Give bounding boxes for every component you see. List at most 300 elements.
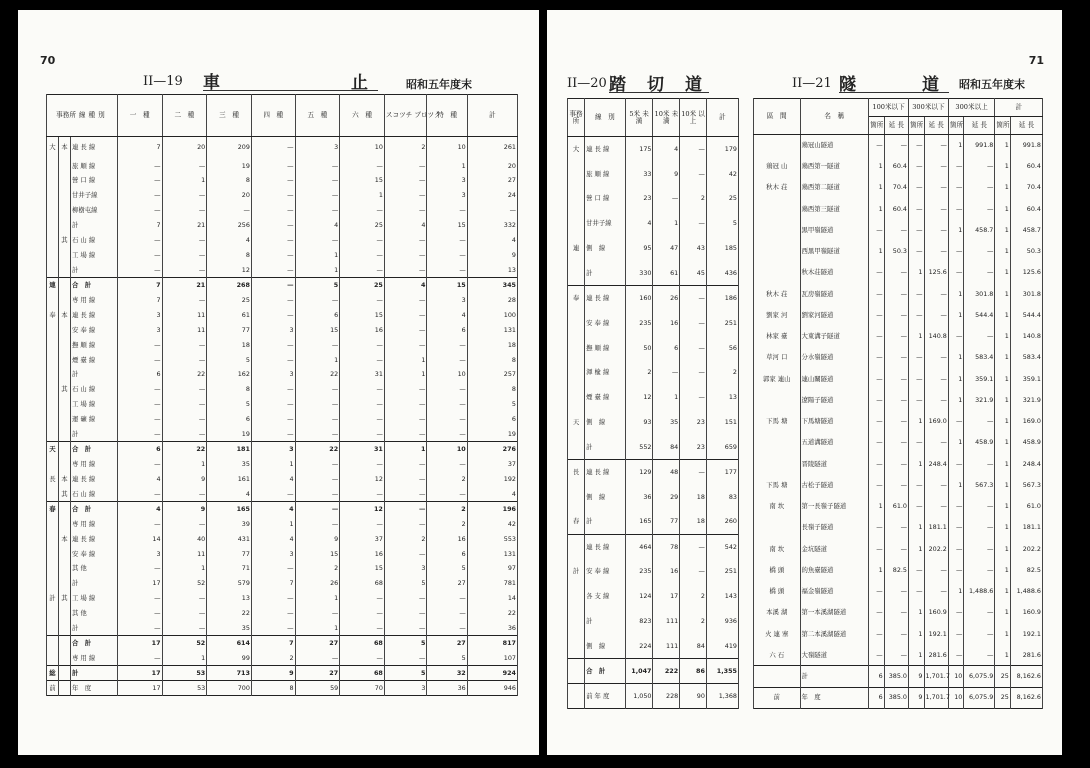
table-cell: 25 xyxy=(706,186,738,211)
table-cell xyxy=(568,360,585,385)
table-row xyxy=(47,576,518,591)
table-cell: 14 xyxy=(467,591,517,606)
table-row xyxy=(568,236,739,261)
table-cell: 甘井子線 xyxy=(585,211,626,236)
table-cell: — xyxy=(117,382,162,397)
table-cell: 合 計 xyxy=(70,278,117,293)
table-cell: 1 xyxy=(995,623,1011,644)
table-cell xyxy=(568,335,585,360)
table-cell: 10 xyxy=(340,137,385,159)
table-cell: 20 xyxy=(207,188,252,203)
table-cell: 計 xyxy=(800,666,869,687)
table-cell: 53 xyxy=(162,681,207,696)
table-cell: — xyxy=(340,233,385,248)
table-cell: 8 xyxy=(207,382,252,397)
table-cell: 84 xyxy=(653,435,680,460)
table-row xyxy=(47,218,518,233)
table-cell: — xyxy=(295,412,340,427)
table-cell: 3 xyxy=(251,442,295,457)
table-cell: 125.6 xyxy=(1010,262,1042,283)
table-cell: — xyxy=(295,337,340,352)
corner-label: 線 xyxy=(78,111,86,120)
table-cell: 82.5 xyxy=(884,560,908,581)
table-cell: 1 xyxy=(995,411,1011,432)
column-header: 計 xyxy=(706,99,738,137)
table-cell: — xyxy=(384,606,427,621)
table-cell: — xyxy=(427,352,467,367)
table-cell: 連 長 線 xyxy=(585,534,626,559)
table-cell: 1 xyxy=(295,263,340,278)
table-row xyxy=(47,666,518,681)
table-cell: 90 xyxy=(680,683,707,708)
table-cell: 2 xyxy=(625,360,653,385)
table-cell: — xyxy=(340,293,385,308)
table-cell xyxy=(754,198,801,219)
table-cell: — xyxy=(869,475,885,496)
table-cell: 17 xyxy=(117,666,162,681)
table-cell: 9 xyxy=(467,248,517,263)
table-cell xyxy=(47,352,59,367)
table-cell: 552 xyxy=(625,435,653,460)
table-cell: — xyxy=(384,546,427,561)
table-cell: 419 xyxy=(706,634,738,659)
table-cell: — xyxy=(384,337,427,352)
table-cell: 192.1 xyxy=(924,623,948,644)
column-header: 三 種 xyxy=(207,95,252,137)
table-row xyxy=(568,609,739,634)
table-cell: 18 xyxy=(680,509,707,534)
table-cell: — xyxy=(909,283,925,304)
table-cell: 第一長嶺子隧道 xyxy=(800,496,869,517)
table-cell: 1 xyxy=(295,248,340,263)
table-cell: — xyxy=(948,645,964,666)
table-cell: 16 xyxy=(653,559,680,584)
table-cell: 計 xyxy=(70,666,117,681)
table-cell: 175 xyxy=(625,137,653,162)
table-row xyxy=(568,335,739,360)
table-cell: 12 xyxy=(340,472,385,487)
table-cell: 27 xyxy=(295,666,340,681)
table-cell: 4 xyxy=(467,487,517,502)
table-row xyxy=(754,241,1043,262)
table-cell: — xyxy=(948,623,964,644)
table-cell: — xyxy=(295,233,340,248)
table-cell: 3 xyxy=(117,308,162,323)
table-cell: — xyxy=(909,581,925,602)
table-cell: 秋木荘隧道 xyxy=(800,262,869,283)
table-row xyxy=(47,487,518,502)
table-cell: — xyxy=(924,283,948,304)
table-cell: 前 xyxy=(754,687,801,708)
table-cell: 276 xyxy=(467,442,517,457)
table-cell xyxy=(58,322,70,337)
table-row xyxy=(754,475,1043,496)
table-cell: — xyxy=(162,412,207,427)
table-cell xyxy=(47,173,59,188)
table-cell: 計 xyxy=(568,559,585,584)
table-row xyxy=(754,305,1043,326)
table-cell: 567.3 xyxy=(1010,475,1042,496)
table-cell: — xyxy=(295,397,340,412)
table-row xyxy=(568,385,739,410)
table-cell: 専 用 線 xyxy=(70,516,117,531)
table-cell xyxy=(58,188,70,203)
table-cell: 713 xyxy=(207,666,252,681)
table-cell: 9 xyxy=(251,666,295,681)
table-cell: 15 xyxy=(427,278,467,293)
table-cell: — xyxy=(427,487,467,502)
table-cell: 連 xyxy=(47,278,59,293)
table-cell: — xyxy=(909,432,925,453)
table-cell: — xyxy=(948,177,964,198)
table-cell: 草河 口 xyxy=(754,347,801,368)
table-row xyxy=(754,177,1043,198)
table-cell xyxy=(47,636,59,651)
table-cell: 其 他 xyxy=(70,561,117,576)
table-cell: 553 xyxy=(467,531,517,546)
table-cell: 202.2 xyxy=(1010,538,1042,559)
table-row xyxy=(47,233,518,248)
table-cell: — xyxy=(251,188,295,203)
table-cell: 16 xyxy=(340,546,385,561)
table-cell: 石 山 線 xyxy=(70,382,117,397)
table-cell: 10 xyxy=(427,442,467,457)
table-cell: — xyxy=(340,457,385,472)
table-cell: 計 xyxy=(585,261,626,286)
table-cell: 70.4 xyxy=(884,177,908,198)
table-cell xyxy=(754,220,801,241)
table-cell: 165 xyxy=(625,509,653,534)
table-cell: — xyxy=(964,496,995,517)
t20-title-text: 踏 切 道 xyxy=(609,75,704,95)
table-cell xyxy=(47,606,59,621)
table-cell: 78 xyxy=(653,534,680,559)
table-cell xyxy=(47,263,59,278)
table-cell: 1 xyxy=(948,135,964,156)
table-cell: 17 xyxy=(117,636,162,651)
table-cell: 37 xyxy=(340,531,385,546)
table-cell: — xyxy=(251,606,295,621)
table-cell: 186 xyxy=(706,286,738,311)
table-cell: 281.6 xyxy=(924,645,948,666)
table-cell: 其 xyxy=(58,382,70,397)
table-cell: 21 xyxy=(162,218,207,233)
table-cell: 5 xyxy=(427,561,467,576)
table-cell: — xyxy=(251,621,295,636)
table-cell: 15 xyxy=(340,308,385,323)
table-cell: 1 xyxy=(384,442,427,457)
table-cell: 1 xyxy=(948,283,964,304)
table-cell: 131 xyxy=(467,322,517,337)
table-cell: 21 xyxy=(162,278,207,293)
table-cell: 1,047 xyxy=(625,659,653,684)
table-cell: — xyxy=(964,241,995,262)
table-cell: — xyxy=(964,560,995,581)
table-cell: 6 xyxy=(869,687,885,708)
table-cell: 27 xyxy=(427,636,467,651)
table-cell: — xyxy=(948,326,964,347)
table-cell: 99 xyxy=(207,651,252,666)
era-label-right: 昭和五年度末 xyxy=(959,78,1025,91)
table-cell: — xyxy=(251,561,295,576)
table-cell: — xyxy=(117,158,162,173)
table-cell: 4 xyxy=(653,137,680,162)
table-cell: 140.8 xyxy=(924,326,948,347)
table-row xyxy=(47,337,518,352)
table-cell xyxy=(47,412,59,427)
table-cell: — xyxy=(251,591,295,606)
table-cell xyxy=(58,158,70,173)
table-cell: 1 xyxy=(995,645,1011,666)
table-cell: 1 xyxy=(162,651,207,666)
table-cell xyxy=(47,487,59,502)
title-char-a: 車 xyxy=(203,73,222,93)
table-row xyxy=(47,322,518,337)
table-cell xyxy=(568,261,585,286)
table-cell: 36 xyxy=(467,621,517,636)
table-cell xyxy=(47,218,59,233)
table-cell: 9 xyxy=(909,687,925,708)
table-cell: 年 度 xyxy=(800,687,869,708)
table-cell: 春 xyxy=(568,509,585,534)
table-cell: 工 場 線 xyxy=(70,397,117,412)
table-cell: 458.9 xyxy=(1010,432,1042,453)
table-cell: 45 xyxy=(680,261,707,286)
table-cell: 五道溝隧道 xyxy=(800,432,869,453)
table-cell: 251 xyxy=(706,559,738,584)
table-cell: — xyxy=(384,487,427,502)
table-cell: 専 用 線 xyxy=(70,651,117,666)
table-cell: 60.4 xyxy=(1010,156,1042,177)
table-21 xyxy=(753,98,1043,709)
table-title-21 xyxy=(839,70,949,93)
table-row xyxy=(47,367,518,382)
table-cell: 5 xyxy=(207,397,252,412)
table-cell xyxy=(47,561,59,576)
table-cell: — xyxy=(117,263,162,278)
table-cell xyxy=(568,385,585,410)
table-cell: — xyxy=(340,487,385,502)
table-cell: — xyxy=(251,203,295,218)
table-row xyxy=(47,263,518,278)
table-cell: — xyxy=(884,220,908,241)
table-cell: 4 xyxy=(207,487,252,502)
table-cell: — xyxy=(427,591,467,606)
table-cell xyxy=(58,352,70,367)
table-cell xyxy=(58,173,70,188)
table-cell xyxy=(58,606,70,621)
table-row xyxy=(47,248,518,263)
table-cell: 18 xyxy=(207,337,252,352)
table-cell xyxy=(58,457,70,472)
table-cell: 781 xyxy=(467,576,517,591)
table-cell: 鶏冠 山 xyxy=(754,156,801,177)
table-cell: 59 xyxy=(295,681,340,696)
table-cell: — xyxy=(948,517,964,538)
table-cell: 1 xyxy=(869,177,885,198)
table-cell: 35 xyxy=(207,621,252,636)
table-cell: — xyxy=(384,651,427,666)
table-cell: 其 xyxy=(58,591,70,606)
table-cell: 1 xyxy=(995,496,1011,517)
table-row xyxy=(754,411,1043,432)
table-cell: 連 長 線 xyxy=(585,137,626,162)
table-cell: 秋木 荘 xyxy=(754,283,801,304)
table-cell: — xyxy=(964,623,995,644)
table-cell: 前 年 度 xyxy=(585,683,626,708)
table-row xyxy=(754,262,1043,283)
table-cell xyxy=(58,427,70,442)
table-cell: — xyxy=(964,156,995,177)
table-cell: 542 xyxy=(706,534,738,559)
table-cell: — xyxy=(948,538,964,559)
table-cell: 359.1 xyxy=(964,368,995,389)
table-cell: 25 xyxy=(207,293,252,308)
table-row xyxy=(754,453,1043,474)
table-cell xyxy=(58,278,70,293)
table-cell xyxy=(47,203,59,218)
table-cell: — xyxy=(117,561,162,576)
table-cell: 6 xyxy=(427,546,467,561)
table-cell: 192.1 xyxy=(1010,623,1042,644)
column-header: 100米以下 xyxy=(869,99,909,117)
table-cell: — xyxy=(295,516,340,531)
table-cell xyxy=(568,485,585,510)
table-cell: — xyxy=(162,487,207,502)
column-header: 特 種 xyxy=(427,95,467,137)
corner-label: 別 xyxy=(98,111,105,120)
table-cell: 256 xyxy=(207,218,252,233)
table-cell: 1 xyxy=(340,188,385,203)
table-cell: 181.1 xyxy=(1010,517,1042,538)
table-cell: — xyxy=(117,487,162,502)
table-cell: 連 長 線 xyxy=(70,137,117,159)
table-cell: 長 xyxy=(47,472,59,487)
column-header: 10米 未満 xyxy=(653,99,680,137)
table-cell: 18 xyxy=(467,337,517,352)
table-cell: — xyxy=(117,352,162,367)
table-cell: 6,075.9 xyxy=(964,687,995,708)
table-cell: — xyxy=(924,135,948,156)
table-cell: 4 xyxy=(625,211,653,236)
table-cell: 1 xyxy=(995,198,1011,219)
table-cell: — xyxy=(909,347,925,368)
table-cell: — xyxy=(251,248,295,263)
table-cell: 36 xyxy=(427,681,467,696)
table-cell: 436 xyxy=(706,261,738,286)
table-cell: 160.9 xyxy=(1010,602,1042,623)
table-cell: 23 xyxy=(680,410,707,435)
table-cell: 19 xyxy=(207,427,252,442)
table-cell: 計 xyxy=(70,367,117,382)
table-cell: — xyxy=(295,651,340,666)
table-cell xyxy=(58,576,70,591)
table-cell: — xyxy=(384,293,427,308)
table-cell: 260 xyxy=(706,509,738,534)
table-cell: 4 xyxy=(427,308,467,323)
table-cell: 93 xyxy=(625,410,653,435)
table-cell: 823 xyxy=(625,609,653,634)
table-row xyxy=(568,683,739,708)
table-cell: — xyxy=(924,156,948,177)
table-cell: 583.4 xyxy=(1010,347,1042,368)
table-cell: 1 xyxy=(948,368,964,389)
table-cell: 1 xyxy=(909,453,925,474)
table-cell: — xyxy=(340,248,385,263)
table-cell xyxy=(47,158,59,173)
column-header: 區 間 xyxy=(754,99,801,135)
table-cell: 旅 順 線 xyxy=(585,161,626,186)
table-cell: 5 xyxy=(384,636,427,651)
table-cell xyxy=(568,435,585,460)
table-cell: 53 xyxy=(162,666,207,681)
table-cell: — xyxy=(251,137,295,159)
table-cell: 2 xyxy=(384,531,427,546)
table-cell: — xyxy=(384,382,427,397)
table-cell: — xyxy=(869,347,885,368)
left-page xyxy=(18,10,539,755)
table-cell: 330 xyxy=(625,261,653,286)
table-cell: 甘井子線 xyxy=(70,188,117,203)
table-cell: — xyxy=(117,457,162,472)
table-cell: 15 xyxy=(340,561,385,576)
table-cell: — xyxy=(162,203,207,218)
table-cell: 160 xyxy=(625,286,653,311)
table-cell: 17 xyxy=(117,576,162,591)
table-cell: — xyxy=(884,368,908,389)
table-cell: 31 xyxy=(340,442,385,457)
table-row xyxy=(754,645,1043,666)
table-row xyxy=(47,457,518,472)
table-row xyxy=(568,161,739,186)
table-cell: 15 xyxy=(295,546,340,561)
table-row xyxy=(754,560,1043,581)
table-cell: 工 場 線 xyxy=(70,591,117,606)
table-cell: 本 xyxy=(58,472,70,487)
table-cell: 西黒甲嶺隧道 xyxy=(800,241,869,262)
table-cell: — xyxy=(680,137,707,162)
table-cell: 16 xyxy=(653,311,680,336)
table-row xyxy=(568,460,739,485)
column-header: スコツチ ブロツク xyxy=(384,95,427,137)
table-cell: 124 xyxy=(625,584,653,609)
table-cell: 583.4 xyxy=(964,347,995,368)
table-cell: 9 xyxy=(162,502,207,517)
table-cell: 6,075.9 xyxy=(964,666,995,687)
table-row xyxy=(568,286,739,311)
table-cell: — xyxy=(680,211,707,236)
table-cell: 煙 臺 線 xyxy=(70,352,117,367)
table-cell: 1 xyxy=(909,262,925,283)
table-cell: — xyxy=(680,335,707,360)
table-cell: 劉家河隧道 xyxy=(800,305,869,326)
table-row xyxy=(568,311,739,336)
table-cell: 111 xyxy=(653,609,680,634)
column-header: 二 種 xyxy=(162,95,207,137)
table-cell: — xyxy=(869,305,885,326)
table-row xyxy=(568,435,739,460)
table-cell: — xyxy=(117,412,162,427)
table-cell: — xyxy=(680,385,707,410)
table-cell xyxy=(58,442,70,457)
table-cell: 61 xyxy=(207,308,252,323)
table-row xyxy=(47,427,518,442)
table-cell: 2 xyxy=(706,360,738,385)
table-cell: 95 xyxy=(625,236,653,261)
table-cell: 3 xyxy=(251,546,295,561)
table-cell: 70 xyxy=(340,681,385,696)
table-cell: 9 xyxy=(295,531,340,546)
